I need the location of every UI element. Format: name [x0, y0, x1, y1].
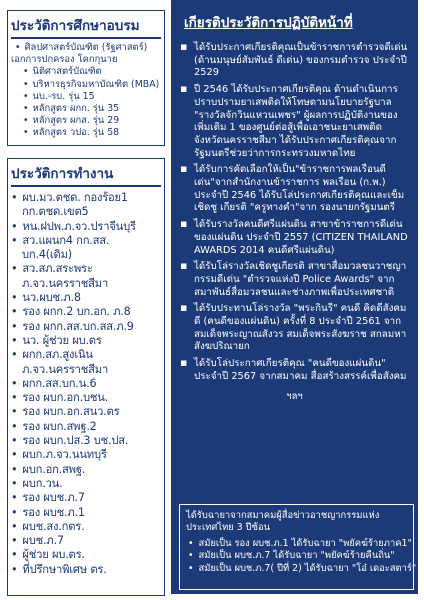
work-item: บก.4(เดิม)	[22, 248, 72, 262]
work-item: ภ.จว.นครราชสีมา	[22, 362, 109, 376]
nickname-award-item: • สมัยเป็น รอง ผบช.ภ.1 ได้รับฉายา "พยัคฆ์ร้ายภาค1"	[186, 538, 407, 550]
work-item: • สว.สภ.สระพระ	[11, 262, 161, 276]
work-item: ภ.จว.นครราชสีมา	[22, 276, 109, 290]
work-item: • รอง ผบช.ภ.1	[11, 506, 161, 520]
education-item: • นิติศาสตร์บัณฑิต	[11, 66, 161, 78]
education-item: เอกการปกครอง โคกกุนาย	[11, 54, 118, 66]
work-history-section	[7, 158, 165, 596]
work-item: • นว. ผู้ช่วย ผบ.ตร	[11, 334, 161, 348]
work-item: • รอง ผบก.ปส.3 บช.ปส.	[11, 434, 161, 448]
education-list	[11, 42, 161, 140]
work-item: • สว.แผนก4 กก.สส.	[11, 234, 161, 248]
honors-list	[171, 42, 418, 384]
honor-item: ▪ ปี 2546 ได้รับประกาศเกียรติคุณ ด้านดำเนินการปราบปรามยาเสพติดให้โทษตามนโยบายรัฐบาล "รางวัลจักวินแหวนเพชร" ผู้ผลการปฏิบัติงานของเพิ่มเติม 1 ของศูนย์ต่อสู้เพื่อเอาชนะยาเสพติด จังหวัดนครราชสีมา ได้รับประกาศเกียรติคุณจากรัฐมนตรีช่วยว่าการกระทรวงมหาดไทย	[180, 84, 412, 160]
education-item: • ศิลปศาสตร์บัณฑิต (รัฐศาสตร์)	[11, 42, 161, 54]
work-item: • นว.ผบช.ภ.8	[11, 291, 161, 305]
work-item: • ผบ.มว.ตชด. กองร้อย1	[11, 191, 161, 205]
education-item: • บริหารธุรกิจมหาบัณฑิต (MBA)	[11, 79, 161, 91]
work-item: • รอง ผบก.อก.บชน.	[11, 391, 161, 405]
education-section	[7, 10, 165, 146]
education-item: • นบ.-รบ. รุ่น 15	[11, 91, 161, 103]
honors-title: เกียรติประวัติการปฏิบัติหน้าที่	[184, 15, 353, 31]
honor-item: ▪ ได้รับประกาศเกียรติคุณเป็นข้าราชการตำรวจดีเด่น (ด้านมนุษย์สัมพันธ์ ดีเด่น) ของกรมตำรวจ ประจำปี 2529	[180, 42, 412, 80]
work-item: • ผบช.สง.กตร.	[11, 520, 161, 534]
honor-item: ▪ ได้รับรางวัลคนดีศรีแผ่นดิน สาขาข้าราชการดีเด่นของแผ่นดิน ประจำปี 2557 (CITIZEN THAILAND AWARDS 2014 คนดีศรีแผ่นดิน)	[180, 219, 412, 257]
nickname-award-item: • สมัยเป็น ผบช.ภ.7 ได้รับฉายา "พยัคฆ์ร้ายคืนถิ่น"	[186, 550, 407, 562]
education-title: ประวัติการศึกษาอบรม	[11, 14, 161, 39]
education-item: • หลักสูตร ผกก. รุ่น 35	[11, 103, 161, 115]
honor-item: ▪ ได้รับการคัดเลือกให้เป็น"ข้าราชการพลเรือนดีเด่น"จากสำนักงานข้าราชการ พลเรือน (ก.พ.) ประจำปี 2546 ได้รับโล่ประกาศเกียรติคุณและเข็มเชิดชู เกียรติ "ครูทางคำ"จาก รองนายกรัฐมนตรี	[180, 164, 412, 215]
nickname-awards-box	[179, 504, 417, 590]
work-item: • ผบก.ภ.จว.นนทบุรี	[11, 448, 161, 462]
work-item: • ผบก.วน.	[11, 477, 161, 491]
nickname-awards-heading: ได้รับฉายาจากสมาคมผู้สื่อข่าวอาชญากรรมแห่งประเทศไทย 3 ปีซ้อน	[186, 510, 380, 533]
honor-item: ▪ ได้รับประทานโล่รางวัล "พระกินรี" คนดี คิดดีสังคมดี (คนดีของแผ่นดิน) ครั้งที่ 8 ประจำปี 2561 จากสมเด็จพระญาณสังวร สมเด็จพระสังฆราช สกลมหาสังฆปริณายก	[180, 303, 412, 354]
etc-mark: ฯลฯ	[286, 390, 303, 402]
work-item: • รอง ผบก.สพฐ.2	[11, 420, 161, 434]
work-item: • รอง ผกก.2 บก.อก. ภ.8	[11, 305, 161, 319]
work-item: • ผกก.สส.บก.น.6	[11, 377, 161, 391]
work-item: • รอง ผกก.สส.บก.สส.ภ.9	[11, 320, 161, 334]
work-item: • ผบก.อก.สพฐ.	[11, 463, 161, 477]
honors-panel	[171, 0, 418, 594]
honor-item: ▪ ได้รับโล่ประกาศเกียรติคุณ "คนดีของแผ่นดิน" ประจำปี 2567 จากสมาคม สื่อสร้างสรรค์เพื่อสังคม	[180, 358, 412, 383]
work-item: • รอง ผบก.อก.สนว.ตร	[11, 405, 161, 419]
work-history-list	[11, 191, 161, 577]
work-item: • รอง ผบช.ภ.7	[11, 491, 161, 505]
work-item: • ที่ปรึกษาพิเศษ ตร.	[11, 563, 161, 577]
work-item: • หน.ฝปพ.ภ.จว.ปราจีนบุรี	[11, 220, 161, 234]
left-column	[0, 0, 171, 600]
work-item: • ผบช.ภ.7	[11, 534, 161, 548]
nickname-award-item: • สมัยเป็น ผบช.ภ.7( ปีที่ 2) ได้รับฉายา "โอ๋ เดอะสตาร์"	[186, 563, 407, 575]
education-item: • หลักสูตร วปอ. รุ่น 58	[11, 127, 161, 139]
work-history-title: ประวัติการทำงาน	[11, 162, 161, 187]
work-item: • ผกก.สภ.สูงเนิน	[11, 348, 161, 362]
work-item: กก.ตชด.เขต5	[22, 205, 89, 219]
nickname-awards-list	[186, 538, 417, 575]
education-item: • หลักสูตร ผกส. รุ่น 29	[11, 115, 161, 127]
honor-item: ▪ ได้รับโล่รางวัลเชิดชูเกียรติ สาขาสื่อมวลชนวาชญากรรมดีเด่น "ตำรวจแห่งปี Police Awards" จากสมาพันธ์สื่อมวลชนและช่างภาพเพื่อประเทศชาติ	[180, 261, 412, 299]
work-item: • ผู้ช่วย ผบ.ตร.	[11, 548, 161, 562]
